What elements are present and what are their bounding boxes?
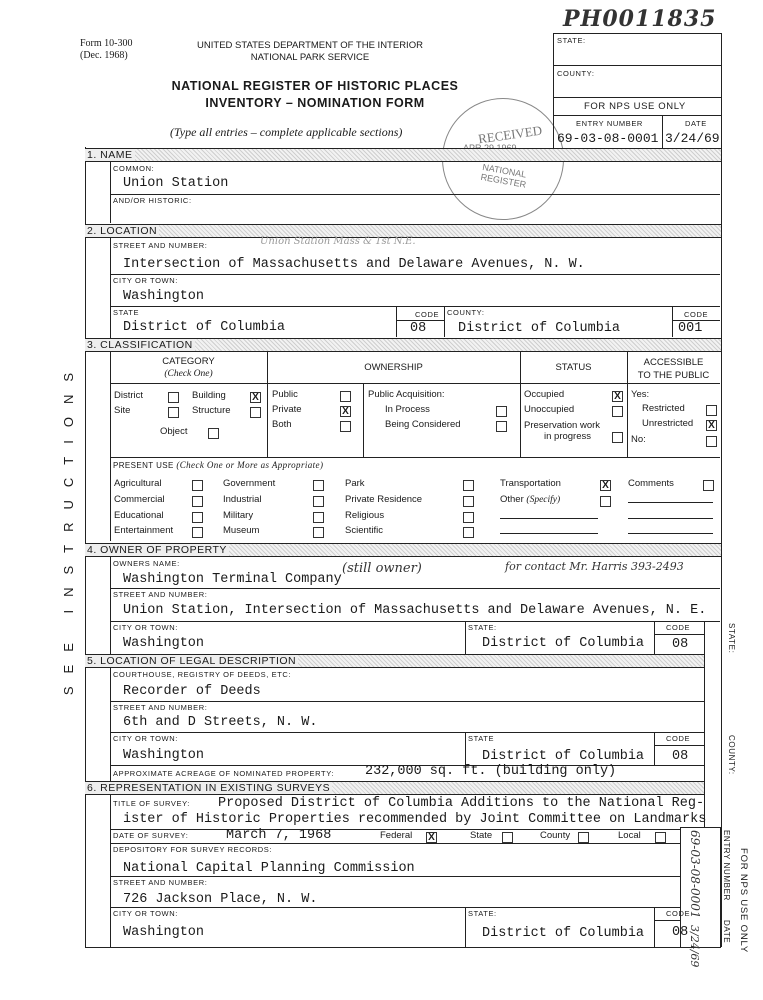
location-county: District of Columbia: [458, 321, 621, 336]
right-strip-date-label: DATE: [722, 920, 731, 944]
right-strip-nps: FOR NPS USE ONLY: [738, 848, 749, 954]
being-considered-label: Being Considered: [385, 419, 461, 430]
survey-title-line1: Proposed District of Columbia Additions to the National Reg-: [218, 796, 705, 811]
owner-state: District of Columbia: [482, 636, 645, 651]
use-agricultural-label: Agricultural: [114, 478, 162, 489]
depository: National Capital Planning Commission: [123, 861, 415, 876]
use-government-label: Government: [223, 478, 276, 489]
status-header: STATUS: [555, 362, 592, 373]
use-park-checkbox[interactable]: [463, 480, 474, 491]
category-structure-label: Structure: [192, 405, 231, 416]
ownership-both-label: Both: [272, 419, 292, 430]
location-state: District of Columbia: [123, 320, 286, 335]
nps-date-value: 3/24/69: [665, 131, 720, 146]
survey-federal-checkbox[interactable]: X: [426, 832, 437, 843]
stamp-org: NATIONAL REGISTER: [479, 162, 527, 190]
depository-city-label: CITY OR TOWN:: [113, 909, 178, 918]
accessible-yes-label: Yes:: [631, 389, 650, 400]
nps-use-box: [553, 33, 722, 149]
preservation-line2: in progress: [544, 431, 591, 442]
status-preservation-checkbox[interactable]: [612, 432, 623, 443]
section-3-header: [85, 338, 721, 352]
location-code: 08: [410, 321, 427, 336]
owner-code-label: CODE: [666, 623, 691, 632]
legal-street-label: STREET AND NUMBER:: [113, 703, 208, 712]
common-label: COMMON:: [113, 164, 155, 173]
use-specify: (Specify): [526, 495, 561, 505]
category-site-label: Site: [114, 405, 131, 416]
present-use-header: [113, 460, 323, 470]
depository-code: 08: [672, 925, 689, 940]
ownership-both-checkbox[interactable]: [340, 421, 351, 432]
owner-city: Washington: [123, 636, 205, 651]
use-museum-checkbox[interactable]: [313, 527, 324, 538]
status-unoccupied-checkbox[interactable]: [612, 406, 623, 417]
present-use-note: (Check One or More as Appropriate): [176, 460, 324, 470]
survey-county-checkbox[interactable]: [578, 832, 589, 843]
accessible-unrestricted-checkbox[interactable]: X: [706, 420, 717, 431]
survey-local-checkbox[interactable]: [655, 832, 666, 843]
depository-state-label: STATE:: [468, 909, 497, 918]
courthouse: Recorder of Deeds: [123, 684, 261, 699]
use-entertainment-checkbox[interactable]: [192, 527, 203, 538]
location-street: Intersection of Massachusetts and Delaware Avenues, N. W.: [123, 257, 585, 272]
agency-line2: NATIONAL PARK SERVICE: [250, 52, 370, 63]
owner-name-label: OWNERS NAME:: [113, 559, 180, 568]
use-scientific-label: Scientific: [345, 525, 384, 536]
section-1-title: 1. NAME: [87, 149, 133, 161]
survey-title-line2: ister of Historic Properties recommended by Joint Committee on Landmarks: [123, 812, 707, 827]
accessible-restricted-label: Restricted: [642, 403, 685, 414]
section-1-header: [85, 148, 721, 162]
category-site-checkbox[interactable]: [168, 407, 179, 418]
owner-state-label: STATE:: [468, 623, 497, 632]
county-code-label: CODE: [684, 310, 709, 319]
use-government-checkbox[interactable]: [313, 480, 324, 491]
use-other-label: [500, 494, 560, 505]
use-industrial-label: Industrial: [223, 494, 262, 505]
common-name: Union Station: [123, 176, 229, 191]
ownership-private-checkbox[interactable]: X: [340, 406, 351, 417]
in-process-checkbox[interactable]: [496, 406, 507, 417]
accessible-no-checkbox[interactable]: [706, 436, 717, 447]
survey-local-label: Local: [618, 830, 641, 841]
category-object-checkbox[interactable]: [208, 428, 219, 439]
acreage-label: APPROXIMATE ACREAGE OF NOMINATED PROPERTY:: [113, 769, 335, 778]
historic-label: AND/OR HISTORIC:: [113, 196, 192, 205]
status-occupied-label: Occupied: [524, 389, 565, 400]
accessible-no-label: No:: [631, 434, 646, 445]
use-entertainment-label: Entertainment: [114, 525, 174, 536]
use-park-label: Park: [345, 478, 365, 489]
owner-street-label: STREET AND NUMBER:: [113, 590, 208, 599]
legal-state-label: STATE: [468, 734, 495, 743]
survey-state-label: State: [470, 830, 493, 841]
section-2-title: 2. LOCATION: [87, 225, 158, 237]
category-title: CATEGORY: [162, 356, 215, 367]
use-other-checkbox[interactable]: [600, 496, 611, 507]
accessible-header: [627, 356, 720, 382]
section-4-header: [85, 543, 721, 557]
ownership-public-checkbox[interactable]: [340, 391, 351, 402]
owner-street: Union Station, Intersection of Massachusetts and Delaware Avenues, N. E.: [123, 603, 707, 618]
form-number: [80, 38, 133, 62]
acreage: 232,000 sq. ft. (building only): [365, 764, 617, 779]
survey-date-label: DATE OF SURVEY:: [113, 831, 189, 840]
survey-date: March 7, 1968: [226, 828, 332, 843]
use-commercial-checkbox[interactable]: [192, 496, 203, 507]
use-agricultural-checkbox[interactable]: [192, 480, 203, 491]
category-note: (Check One): [164, 369, 213, 379]
owner-name: Washington Terminal Company: [123, 572, 342, 587]
status-preservation-label: [524, 420, 600, 442]
use-private-residence-label: Private Residence: [345, 494, 423, 505]
agency: [175, 40, 445, 64]
type-note: (Type all entries – complete applicable sections): [170, 125, 403, 139]
use-commercial-label: Commercial: [114, 494, 165, 505]
legal-city: Washington: [123, 748, 205, 763]
accessible-unrestricted-label: Unrestricted: [642, 418, 694, 429]
right-strip-entry-value: 69-03-08-0001: [688, 830, 702, 919]
use-educational-checkbox[interactable]: [192, 512, 203, 523]
depository-street: 726 Jackson Place, N. W.: [123, 892, 318, 907]
nps-state-label: STATE:: [557, 36, 586, 45]
preservation-line1: Preservation work: [524, 420, 601, 431]
legal-code-label: CODE: [666, 734, 691, 743]
survey-title-label: TITLE OF SURVEY:: [113, 799, 190, 808]
use-scientific-checkbox[interactable]: [463, 527, 474, 538]
ownership-public-label: Public: [272, 389, 298, 400]
form-date: (Dec. 1968): [80, 50, 128, 61]
use-religious-label: Religious: [345, 510, 385, 521]
present-use-title: PRESENT USE: [113, 461, 174, 470]
right-strip-state: STATE:: [727, 623, 736, 654]
nps-county-label: COUNTY:: [557, 69, 595, 78]
category-district-checkbox[interactable]: [168, 392, 179, 403]
stamp-text: RECEIVED: [477, 122, 543, 147]
depository-code-label: CODE: [666, 909, 691, 918]
owner-city-label: CITY OR TOWN:: [113, 623, 178, 632]
section-5-title: 5. LOCATION OF LEGAL DESCRIPTION: [87, 655, 297, 667]
section-6-title: 6. REPRESENTATION IN EXISTING SURVEYS: [87, 782, 331, 794]
owner-handwritten-note: (still owner): [342, 561, 422, 576]
legal-code: 08: [672, 749, 689, 764]
ownership-private-label: Private: [272, 404, 302, 415]
in-process-label: In Process: [385, 404, 430, 415]
agency-line1: UNITED STATES DEPARTMENT OF THE INTERIOR: [197, 40, 423, 51]
depository-street-label: STREET AND NUMBER:: [113, 878, 208, 887]
location-city-label: CITY OR TOWN:: [113, 276, 178, 285]
status-occupied-checkbox[interactable]: X: [612, 391, 623, 402]
location-city: Washington: [123, 289, 205, 304]
use-comments-checkbox[interactable]: [703, 480, 714, 491]
survey-state-checkbox[interactable]: [502, 832, 513, 843]
section-5-header: [85, 654, 705, 668]
survey-county-label: County: [540, 830, 571, 841]
location-code-label: CODE: [415, 310, 440, 319]
form-title: [150, 78, 480, 112]
accessible-line2: TO THE PUBLIC: [637, 370, 710, 381]
handwritten-id: PH0011835: [563, 6, 717, 32]
nps-entry-value: 69-03-08-0001: [557, 131, 659, 146]
use-educational-label: Educational: [114, 510, 164, 521]
location-street-label: STREET AND NUMBER:: [113, 241, 208, 250]
category-structure-checkbox[interactable]: [250, 407, 261, 418]
contact-handwritten-note: for contact Mr. Harris 393-2493: [505, 560, 684, 573]
depository-label: DEPOSITORY FOR SURVEY RECORDS:: [113, 845, 273, 854]
category-header: [110, 356, 267, 380]
section-4-title: 4. OWNER OF PROPERTY: [87, 544, 227, 556]
use-transportation-label: Transportation: [500, 478, 561, 489]
title-line2: INVENTORY – NOMINATION FORM: [205, 96, 425, 110]
being-considered-checkbox[interactable]: [496, 421, 507, 432]
use-transportation-checkbox[interactable]: X: [600, 480, 611, 491]
section-3-title: 3. CLASSIFICATION: [87, 339, 193, 351]
use-industrial-checkbox[interactable]: [313, 496, 324, 507]
courthouse-label: COURTHOUSE, REGISTRY OF DEEDS, ETC:: [113, 670, 292, 679]
title-line1: NATIONAL REGISTER OF HISTORIC PLACES: [171, 79, 459, 93]
category-building-label: Building: [192, 390, 226, 401]
use-other-text: Other: [500, 494, 524, 505]
status-unoccupied-label: Unoccupied: [524, 404, 575, 415]
category-district-label: District: [114, 390, 144, 401]
right-strip-date-value: 3/24/69: [688, 925, 701, 968]
county-code: 001: [678, 321, 703, 336]
use-private-residence-checkbox[interactable]: [463, 496, 474, 507]
use-religious-checkbox[interactable]: [463, 512, 474, 523]
section-6-header: [85, 781, 705, 795]
nps-entry-label: ENTRY NUMBER: [576, 119, 643, 128]
use-military-checkbox[interactable]: [313, 512, 324, 523]
depository-city: Washington: [123, 925, 205, 940]
category-building-checkbox[interactable]: X: [250, 392, 261, 403]
category-object-label: Object: [160, 426, 188, 437]
public-acquisition-label: Public Acquisition:: [368, 389, 445, 400]
owner-code: 08: [672, 637, 689, 652]
legal-street: 6th and D Streets, N. W.: [123, 715, 318, 730]
use-museum-label: Museum: [223, 525, 260, 536]
survey-federal-label: Federal: [380, 830, 413, 841]
right-strip-county: COUNTY:: [727, 735, 736, 775]
see-instructions-text: SEE INSTRUCTIONS: [61, 360, 76, 696]
location-state-label: STATE: [113, 308, 140, 317]
right-strip-entry-label: ENTRY NUMBER: [722, 830, 731, 901]
legal-city-label: CITY OR TOWN:: [113, 734, 178, 743]
location-street-note: Union Station Mass & 1st N.E.: [260, 236, 416, 247]
nps-date-label: DATE: [685, 119, 707, 128]
location-county-label: COUNTY:: [447, 308, 485, 317]
legal-state: District of Columbia: [482, 749, 645, 764]
ownership-header: OWNERSHIP: [364, 362, 423, 373]
accessible-line1: ACCESSIBLE: [643, 357, 704, 368]
use-comments-label: Comments: [628, 478, 674, 489]
see-instructions-sidebar: [56, 360, 74, 695]
use-military-label: Military: [223, 510, 254, 521]
nps-header: FOR NPS USE ONLY: [584, 101, 686, 112]
form-number-text: Form 10-300: [80, 38, 133, 49]
accessible-restricted-checkbox[interactable]: [706, 405, 717, 416]
depository-state: District of Columbia: [482, 926, 645, 941]
